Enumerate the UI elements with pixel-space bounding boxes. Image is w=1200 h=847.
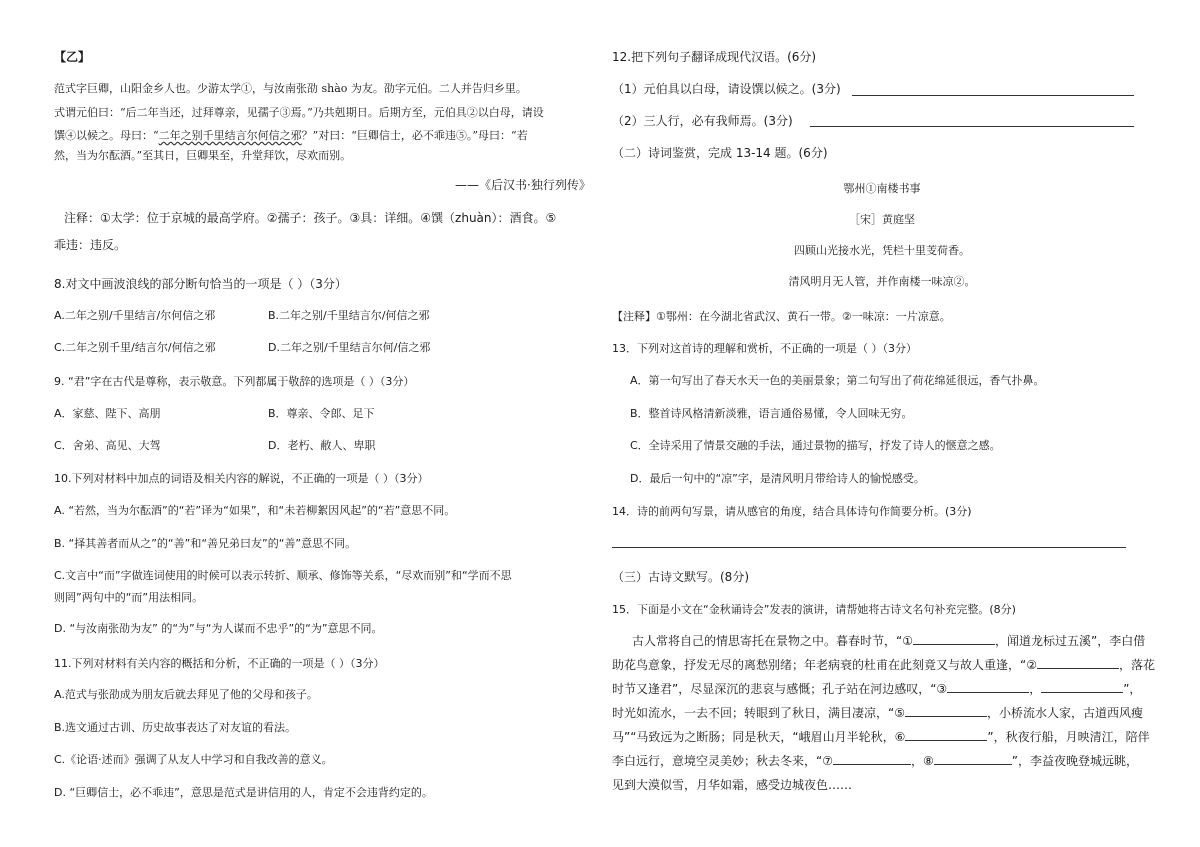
option-c-continued: 则罔”两句中的“而”用法相同。 xyxy=(54,591,204,604)
option-b[interactable]: B.二年之别/千里结言尔/何信之邪 xyxy=(268,309,430,322)
option-a[interactable]: A．家慈、陛下、高朋 xyxy=(54,407,161,420)
answer-line[interactable] xyxy=(612,547,1126,548)
question-13-stem: 13．下列对这首诗的理解和赏析，不正确的一项是（ ）（3分） xyxy=(612,342,917,355)
option-a[interactable]: A. “若然，当为尔酝酒”的“若”译为“如果”，和“未若柳絮因风起”的“若”意思不同。 xyxy=(54,504,456,517)
speech-line: 马”“马致远为之断肠；同是秋天，“峨眉山月半轮秋，⑥ ”，秋夜行船，月映清江，陪伴 xyxy=(612,730,1150,744)
question-14-stem: 14．诗的前两句写景，请从感官的角度，结合具体诗句作简要分析。(3分) xyxy=(612,505,972,518)
option-a[interactable]: A.二年之别/千里结言/尔何信之邪 xyxy=(54,309,216,322)
poem-author: ［宋］黄庭坚 xyxy=(849,213,915,226)
option-c[interactable]: C.二年之别千里/结言尔/何信之邪 xyxy=(54,341,216,354)
passage-line: 式谓元伯曰：“后二年当还，过拜尊亲，见孺子③焉。”乃共剋期日。后期方至，元伯具②以白母，请设 xyxy=(54,106,544,119)
wavy-underlined-text: 二年之别千里结言尔何信之邪 xyxy=(158,129,302,142)
speech-line: 见到大漠似雪，月华如霜，感受边城夜色…… xyxy=(612,778,853,792)
part-2-title: （二）诗词鉴赏，完成 13-14 题。(6分) xyxy=(612,146,828,160)
question-8-stem: 8.对文中画波浪线的部分断句恰当的一项是（ ）（3分） xyxy=(54,277,347,291)
question-10-stem: 10.下列对材料中加点的词语及相关内容的解说，不正确的一项是（ ）（3分） xyxy=(54,472,429,485)
question-15-stem: 15．下面是小文在“金秋诵诗会”发表的演讲，请帮她将古诗文名句补充完整。(8分) xyxy=(612,603,1016,616)
fill-blank-6[interactable] xyxy=(905,729,987,741)
fill-blank-8[interactable] xyxy=(934,753,1012,765)
option-c[interactable]: C．全诗采用了情景交融的手法，通过景物的描写，抒发了诗人的惬意之感。 xyxy=(630,439,1001,452)
option-d[interactable]: D.二年之别/千里结言尔何/信之邪 xyxy=(268,341,431,354)
poem-line: 清风明月无人管，并作南楼一味凉②。 xyxy=(788,275,976,288)
fill-blank-7[interactable] xyxy=(833,753,911,765)
fill-blank-4[interactable] xyxy=(1041,681,1123,693)
translation-sentence-1: （1）元伯具以白母，请设馔以候之。(3分) xyxy=(612,82,841,96)
section-title: 【乙】 xyxy=(54,50,91,64)
option-c[interactable]: C．舍弟、高见、大驾 xyxy=(54,439,161,452)
passage-line: 然，当为尔酝酒。”至其日，巨卿果至，升堂拜饮，尽欢而别。 xyxy=(54,149,352,162)
part-3-title: （三）古诗文默写。(8分) xyxy=(612,570,749,584)
fill-blank-5[interactable] xyxy=(905,705,987,717)
option-c[interactable]: C.文言中“而”字做连词使用的时候可以表示转折、顺承、修饰等关系，“尽欢而别”和“学而不思 xyxy=(54,569,512,582)
option-d[interactable]: D．老朽、敝人、卑职 xyxy=(268,439,376,452)
passage-line: 范式字巨卿，山阳金乡人也。少游太学①，与汝南张劭 shào 为友。劭字元伯。二人并告归乡里。 xyxy=(54,82,527,95)
speech-line: 助花鸟意象，抒发无尽的离愁别绪；年老病衰的杜甫在此刻竟又与故人重逢，“② ，落花 xyxy=(612,658,1155,672)
question-11-stem: 11.下列对材料有关内容的概括和分析，不正确的一项是（ ）（3分） xyxy=(54,657,385,670)
option-d[interactable]: D．最后一句中的“凉”字，是清风明月带给诗人的愉悦感受。 xyxy=(630,472,925,485)
fill-blank-3[interactable] xyxy=(947,681,1029,693)
option-b[interactable]: B．尊亲、令郎、足下 xyxy=(268,407,375,420)
answer-line[interactable] xyxy=(852,95,1134,96)
question-9-stem: 9. “君”字在古代是尊称，表示敬意。下列都属于敬辞的选项是（ ）（3分） xyxy=(54,375,415,388)
notes-line: 注释：①太学：位于京城的最高学府。②孺子：孩子。③具：详细。④馔（zhuàn）：酒食。⑤ xyxy=(64,211,557,225)
speech-line: 古人常将自己的情思寄托在景物之中。暮春时节，“① ，闻道龙标过五溪”，李白借 xyxy=(632,634,1146,648)
question-12-stem: 12.把下列句子翻译成现代汉语。(6分) xyxy=(612,50,817,64)
fill-blank-2[interactable] xyxy=(1037,657,1119,669)
option-c[interactable]: C.《论语·述而》强调了从友人中学习和自我改善的意义。 xyxy=(54,753,333,766)
poem-line: 四顾山光接水光，凭栏十里芰荷香。 xyxy=(794,244,970,257)
answer-line[interactable] xyxy=(810,126,1134,127)
option-b[interactable]: B．整首诗风格清新淡雅，语言通俗易懂，令人回味无穷。 xyxy=(630,407,913,420)
poem-note: 【注释】①鄂州：在今湖北省武汉、黄石一带。②一味凉：一片凉意。 xyxy=(612,310,951,323)
notes-line: 乖违：违反。 xyxy=(54,238,127,252)
option-b[interactable]: B.选文通过古训、历史故事表达了对友谊的看法。 xyxy=(54,721,297,734)
speech-line: 时节又逢君”，尽显深沉的悲哀与感慨；孔子站在河边感叹，“③ ， ”， xyxy=(612,682,1142,696)
speech-line: 时光如流水，一去不回；转眼到了秋日，满目凄凉，“⑤ ，小桥流水人家，古道西风瘦 xyxy=(612,706,1143,720)
option-d[interactable]: D. “巨卿信士，必不乖违”，意思是范式是讲信用的人，肯定不会违背约定的。 xyxy=(54,786,433,799)
fill-blank-1[interactable] xyxy=(913,633,995,645)
speech-line: 李白远行，意境空灵美妙；秋去冬来，“⑦ ，⑧ ”，李益夜晚登城远眺， xyxy=(612,754,1138,768)
passage-line: 馔④以候之。母曰：“二年之别千里结言尔何信之邪？”对曰：“巨卿信士，必不乖违⑤。”母曰：“若 xyxy=(54,129,528,142)
passage-source: ——《后汉书·独行列传》 xyxy=(455,178,591,192)
option-a[interactable]: A．第一句写出了春天水天一色的美丽景象；第二句写出了荷花绵延很远，香气扑鼻。 xyxy=(630,374,1045,387)
option-a[interactable]: A.范式与张劭成为朋友后就去拜见了他的父母和孩子。 xyxy=(54,688,318,701)
option-d[interactable]: D. “与汝南张劭为友” 的“为”与“为人谋而不忠乎”的“为”意思不同。 xyxy=(54,622,383,635)
option-b[interactable]: B. “择其善者而从之”的“善”和“善兄弟曰友”的“善”意思不同。 xyxy=(54,537,357,550)
poem-title: 鄂州①南楼书事 xyxy=(843,182,921,195)
translation-sentence-2: （2）三人行，必有我师焉。(3分) xyxy=(612,114,793,128)
